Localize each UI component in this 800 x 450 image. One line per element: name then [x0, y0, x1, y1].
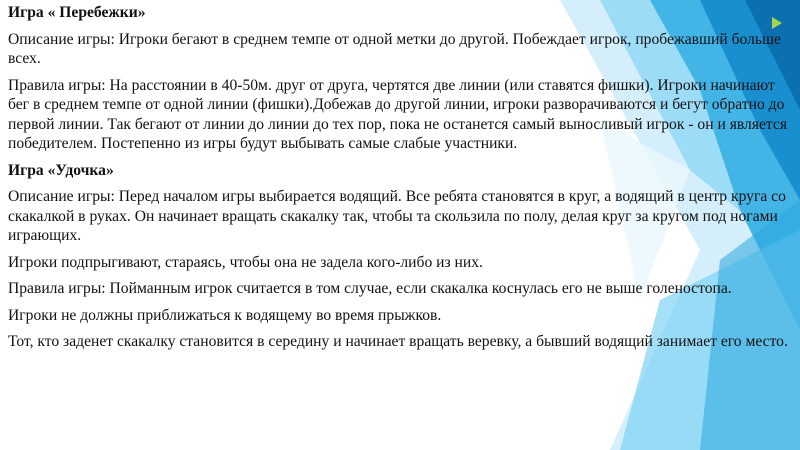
game-title-udochka: Игра «Удочка» — [8, 161, 114, 179]
game-rules-udochka: Правила игры: Пойманным игрок считается в том случае, если скакалка коснулась его не выше голеностопа. — [8, 280, 732, 297]
game-title-perebezhki: Игра « Перебежки» — [8, 4, 146, 21]
game-rules-perebezhki: Правила игры: На расстоянии в 40-50м. друг от друга, чертятся две линии (или ставятся фишки). Игроки начинают бег в среднем темпе от одной линии (фишки).Добежав до другой линии, игроки разворачиваются и бегут обратно до первой линии. Так бегают от линии до линии до тех пор, пока не останется самый выносливый игрок - он и является победителем. Постепенно из игры будут выбывать самые слабые участники. — [8, 76, 787, 152]
game-note-udochka-jump: Игроки подпрыгивают, стараясь, чтобы она не задела кого-либо из них. — [8, 253, 483, 271]
game-note-udochka-distance: Игроки не должны приближаться к водящему во время прыжков. — [8, 306, 442, 324]
game-description-udochka: Описание игры: Перед началом игры выбирается водящий. Все ребята становятся в круг, а водящий в центр круга со скакалкой в руках. Он начинает вращать скакалку так, чтобы та скользила по полу, делая круг за кругом под ногами играющих. — [8, 188, 786, 244]
game-note-udochka-swap: Тот, кто заденет скакалку становится в середину и начинает вращать веревку, а бывший водящий занимает его место. — [8, 333, 788, 350]
game-description-perebezhki: Описание игры: Игроки бегают в среднем темпе от одной метки до другой. Побеждает игрок, пробежавший больше всех. — [8, 30, 781, 67]
